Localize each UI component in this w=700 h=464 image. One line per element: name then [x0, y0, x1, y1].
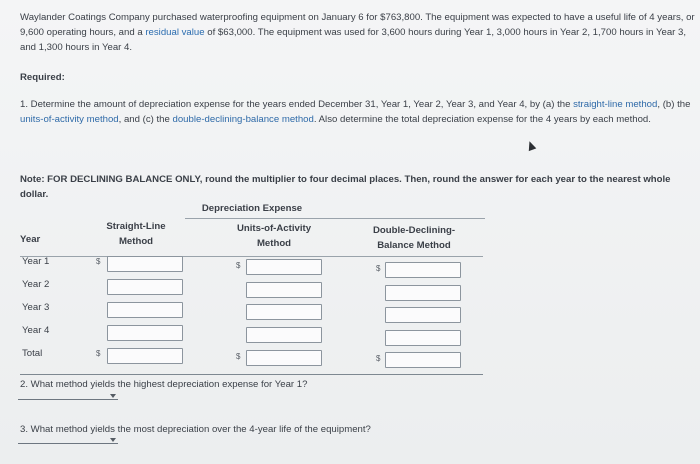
ddb-total-dollar: $ [376, 354, 381, 363]
question-3: 3. What method yields the most depreciation over the 4-year life of the equipment? [20, 424, 371, 435]
ua-header-line1: Units-of-Activity [236, 223, 312, 234]
q2-method-dropdown[interactable] [18, 389, 118, 400]
rounding-note: Note: FOR DECLINING BALANCE ONLY, round the multiplier to four decimal places. Then, round the answer for each year to the nearest whole dollar. [20, 174, 671, 200]
sl-year1-input[interactable] [107, 256, 183, 272]
straight-line-header [92, 219, 180, 249]
mouse-cursor-icon [526, 140, 537, 151]
sl-year4-input[interactable] [107, 325, 183, 341]
row-label-year-1: Year 1 [22, 256, 50, 267]
chevron-down-icon [110, 438, 116, 442]
double-declining-balance-link[interactable]: double-declining-balance method [172, 114, 314, 125]
ua-total-dollar: $ [236, 352, 241, 361]
q1-text-1: 1. Determine the amount of depreciation expense for the years ended December 31, Year 1, Year 2, Year 3, and Year 4, by (a) the [20, 99, 571, 110]
depreciation-expense-header: Depreciation Expense [201, 203, 303, 214]
ua-year3-input[interactable] [246, 304, 322, 320]
q1-text-4: . Also determine the total depreciation expense for the 4 years by each method. [313, 114, 651, 125]
ddb-header-line1: Double-Declining- [372, 225, 456, 236]
q3-method-dropdown[interactable] [18, 433, 118, 444]
ddb-year4-input[interactable] [385, 330, 461, 346]
sl-total-dollar: $ [96, 349, 101, 358]
row-label-year-3: Year 3 [22, 302, 50, 313]
sl-year1-dollar: $ [96, 257, 101, 266]
ua-year1-input[interactable] [246, 259, 322, 275]
header-rule-top [185, 218, 485, 219]
required-label: Required: [20, 72, 65, 83]
row-label-year-4: Year 4 [22, 325, 50, 336]
ua-total-input[interactable] [246, 350, 322, 366]
ddb-total-input[interactable] [385, 352, 461, 368]
sl-total-input[interactable] [107, 348, 183, 364]
problem-intro [20, 10, 696, 55]
double-declining-header [358, 223, 470, 253]
ddb-year1-dollar: $ [376, 264, 381, 273]
ua-year4-input[interactable] [246, 327, 322, 343]
intro-text-2: of $63,000. The equipment was used for 3,600 hours during Year 1, 3,000 hours in Year 2, 1,700 hours in Year 3, and 1,300 hours in Year 4. [20, 27, 687, 53]
intro-text-1: Waylander Coatings Company purchased waterproofing equipment on January 6 for $763,800. The equipment was expected to have a useful life of 4 years, or 9,600 operating hours, and a [20, 12, 695, 38]
chevron-down-icon [110, 394, 116, 398]
question-1 [20, 97, 692, 127]
table-bottom-rule [20, 374, 483, 375]
units-of-activity-link[interactable]: units-of-activity method [20, 114, 119, 125]
residual-value-link[interactable]: residual value [145, 27, 205, 38]
sl-header-line1: Straight-Line [106, 221, 166, 232]
sl-year3-input[interactable] [107, 302, 183, 318]
ddb-year3-input[interactable] [385, 307, 461, 323]
row-label-total: Total [22, 348, 43, 359]
ua-year2-input[interactable] [246, 282, 322, 298]
sl-year2-input[interactable] [107, 279, 183, 295]
header-rule-bottom [20, 256, 483, 257]
straight-line-link[interactable]: straight-line method [573, 99, 658, 110]
ddb-year1-input[interactable] [385, 262, 461, 278]
units-of-activity-header [224, 221, 324, 251]
q1-text-3: , and (c) the [118, 114, 170, 125]
ua-header-line2: Method [256, 238, 292, 249]
row-label-year-2: Year 2 [22, 279, 50, 290]
ddb-year2-input[interactable] [385, 285, 461, 301]
ddb-header-line2: Balance Method [377, 240, 451, 251]
question-2: 2. What method yields the highest depreciation expense for Year 1? [20, 379, 308, 390]
sl-header-line2: Method [118, 236, 154, 247]
q1-text-2: , (b) the [657, 99, 691, 110]
ua-year1-dollar: $ [236, 261, 241, 270]
year-column-header: Year [20, 234, 41, 245]
